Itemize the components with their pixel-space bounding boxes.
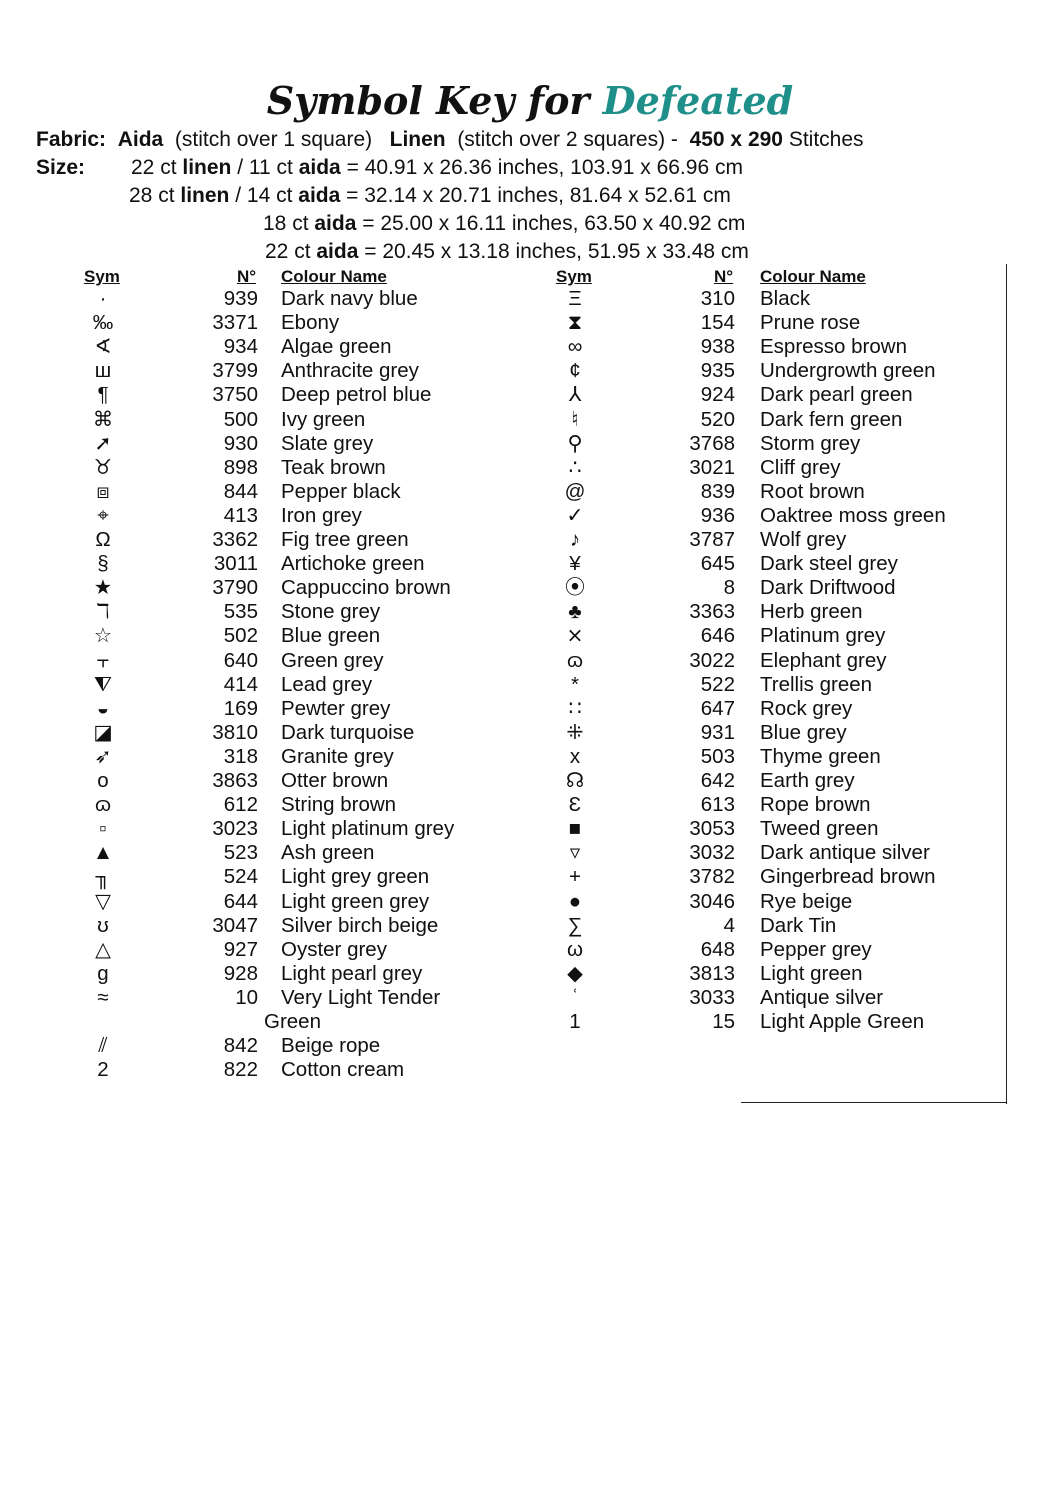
colour-number: 3032 — [689, 841, 735, 864]
colour-number: 3011 — [213, 552, 258, 575]
colour-name: Rock grey — [760, 697, 853, 720]
colour-name: Granite grey — [281, 745, 394, 768]
symbol-glyph: ∞ — [567, 335, 583, 358]
colour-name: Dark Tin — [760, 914, 837, 937]
symbol-glyph: Ɛ — [568, 793, 582, 816]
colour-name: Trellis green — [760, 673, 873, 696]
colour-number: 3750 — [212, 383, 258, 406]
col-header-name: Colour Name — [281, 267, 387, 286]
fabric-label: Fabric: — [36, 128, 107, 151]
colour-name: Cappuccino brown — [281, 576, 451, 599]
symbol-glyph: ⌘ — [92, 408, 114, 431]
symbol-glyph: ▿ — [569, 841, 581, 864]
colour-name: Pepper grey — [760, 938, 872, 961]
colour-name: Light green — [760, 962, 863, 985]
symbol-glyph: · — [99, 287, 107, 310]
colour-number: 3863 — [212, 769, 258, 792]
colour-name: Blue grey — [760, 721, 847, 744]
symbol-glyph: Ω — [95, 528, 111, 551]
col-header-num: N° — [237, 267, 257, 286]
colour-number: 3021 — [689, 456, 735, 479]
fabric-linen-note: (stitch over 2 squares) - — [457, 128, 678, 151]
symbol-glyph: o — [97, 769, 109, 792]
colour-number: 934 — [223, 335, 258, 358]
colour-number: 930 — [223, 432, 258, 455]
colour-name: Tweed green — [760, 817, 879, 840]
symbol-glyph: ◒ — [96, 697, 110, 720]
colour-number: 939 — [223, 287, 258, 310]
colour-number: 898 — [223, 456, 258, 479]
symbol-glyph: ∢ — [94, 335, 112, 358]
colour-name: Espresso brown — [760, 335, 907, 358]
symbol-glyph: ш — [94, 359, 112, 382]
symbol-glyph: ⫽ — [98, 1034, 108, 1057]
symbol-glyph: ✓ — [566, 504, 584, 527]
colour-number: 642 — [700, 769, 735, 792]
colour-number: 3799 — [212, 359, 258, 382]
size-row: 18 ct aida = 25.00 x 16.11 inches, 63.50 x 40.92 cm — [263, 212, 746, 235]
colour-number: 3782 — [689, 865, 735, 888]
colour-name: Oaktree moss green — [760, 504, 946, 527]
colour-name: Thyme green — [760, 745, 881, 768]
symbol-glyph: △ — [95, 938, 111, 961]
colour-name: Dark antique silver — [760, 841, 930, 864]
symbol-glyph: ⨯ — [566, 624, 584, 647]
design-name: Defeated — [602, 78, 794, 123]
colour-number: 924 — [700, 383, 735, 406]
colour-number: 844 — [223, 480, 258, 503]
colour-name: Deep petrol blue — [281, 383, 432, 406]
symbol-glyph: 1 — [569, 1010, 581, 1033]
colour-name: Beige rope — [281, 1034, 381, 1057]
symbol-glyph: ∑ — [567, 914, 583, 937]
table-border-right — [1006, 264, 1007, 1104]
colour-number: 935 — [700, 359, 735, 382]
symbol-glyph: ➚ — [94, 432, 112, 455]
colour-number: 3810 — [212, 721, 258, 744]
symbol-glyph: ☆ — [93, 624, 113, 647]
fabric-linen: Linen — [389, 128, 446, 151]
colour-number: 645 — [700, 552, 735, 575]
colour-number: 3768 — [689, 432, 735, 455]
colour-name: Lead grey — [281, 673, 373, 696]
colour-name: Storm grey — [760, 432, 861, 455]
symbol-glyph: ⅄ — [568, 383, 582, 406]
colour-name: Cotton cream — [281, 1058, 405, 1081]
colour-name: Dark navy blue — [281, 287, 418, 310]
colour-number: 502 — [223, 624, 258, 647]
symbol-glyph: ≈ — [97, 986, 109, 1009]
symbol-glyph: ♪ — [569, 528, 581, 551]
symbol-glyph: ɷ — [94, 793, 111, 816]
colour-number: 612 — [223, 793, 258, 816]
colour-name: Light platinum grey — [281, 817, 455, 840]
colour-name: Dark turquoise — [281, 721, 415, 744]
colour-name: Dark steel grey — [760, 552, 898, 575]
symbol-glyph: * — [571, 673, 579, 696]
col-header-num: N° — [714, 267, 734, 286]
symbol-glyph: ⧈ — [96, 480, 110, 503]
colour-name: Very Light Tender — [281, 986, 441, 1009]
page-title — [0, 78, 1060, 124]
colour-name: Green grey — [281, 649, 384, 672]
size-label: Size: — [36, 156, 86, 179]
colour-number: 927 — [223, 938, 258, 961]
colour-name: String brown — [281, 793, 397, 816]
colour-name: Artichoke green — [281, 552, 425, 575]
colour-name: Anthracite grey — [281, 359, 419, 382]
colour-number: 613 — [700, 793, 735, 816]
symbol-glyph: ▽ — [95, 890, 111, 913]
fabric-aida-note: (stitch over 1 square) — [174, 128, 373, 151]
colour-name: Cliff grey — [760, 456, 841, 479]
symbol-glyph: 2 — [97, 1058, 109, 1081]
colour-name: Light Apple Green — [760, 1010, 925, 1033]
symbol-glyph: ⧗ — [567, 311, 583, 334]
colour-number: 3047 — [212, 914, 258, 937]
colour-name: Oyster grey — [281, 938, 387, 961]
colour-number: 8 — [723, 576, 735, 599]
colour-number: 4 — [723, 914, 735, 937]
size-row: 28 ct linen / 14 ct aida = 32.14 x 20.71 inches, 81.64 x 52.61 cm — [129, 184, 731, 207]
colour-name: Dark Driftwood — [760, 576, 896, 599]
symbol-glyph: ⌖ — [97, 504, 109, 527]
symbol-glyph: ‰ — [92, 311, 114, 334]
colour-number: 318 — [223, 745, 258, 768]
stitch-count: 450 x 290 — [689, 128, 783, 151]
symbol-glyph: ⧨ — [93, 673, 113, 696]
colour-name: Silver birch beige — [281, 914, 439, 937]
symbol-glyph: ♣ — [568, 600, 582, 623]
colour-number: 522 — [700, 673, 735, 696]
symbol-glyph: ● — [568, 890, 582, 913]
symbol-glyph: + — [569, 865, 581, 888]
colour-number: 640 — [223, 649, 258, 672]
symbol-glyph: ◆ — [567, 962, 583, 985]
colour-name: Gingerbread brown — [760, 865, 936, 888]
col-header-sym: Sym — [84, 267, 120, 286]
symbol-glyph: g — [97, 962, 109, 985]
colour-name: Rye beige — [760, 890, 853, 913]
symbol-glyph: ɷ — [566, 649, 583, 672]
colour-number: 523 — [223, 841, 258, 864]
colour-number: 310 — [700, 287, 735, 310]
symbol-glyph: ⚲ — [567, 432, 583, 455]
symbol-glyph: ╖ — [95, 865, 111, 888]
colour-number: 644 — [223, 890, 258, 913]
colour-number: 154 — [700, 311, 735, 334]
colour-name: Ebony — [281, 311, 340, 334]
symbol-glyph: ◪ — [93, 721, 113, 744]
colour-name-continued: Green — [264, 1010, 321, 1033]
colour-name: Rope brown — [760, 793, 871, 816]
colour-number: 3371 — [212, 311, 258, 334]
symbol-glyph: ʊ — [97, 914, 109, 937]
size-row: 22 ct aida = 20.45 x 13.18 inches, 51.95 x 33.48 cm — [265, 240, 749, 263]
colour-name: Slate grey — [281, 432, 374, 455]
colour-number: 822 — [223, 1058, 258, 1081]
colour-name: Ash green — [281, 841, 375, 864]
colour-name: Root brown — [760, 480, 865, 503]
colour-number: 646 — [700, 624, 735, 647]
symbol-glyph: ¶ — [97, 383, 109, 406]
colour-name: Prune rose — [760, 311, 861, 334]
symbol-glyph: ʿ — [571, 986, 579, 1009]
colour-number: 3790 — [212, 576, 258, 599]
symbol-glyph: ☊ — [565, 769, 585, 792]
colour-name: Light pearl grey — [281, 962, 423, 985]
colour-name: Black — [760, 287, 811, 310]
colour-name: Elephant grey — [760, 649, 887, 672]
stitch-label: Stitches — [788, 128, 864, 151]
colour-name: Dark pearl green — [760, 383, 913, 406]
colour-name: Iron grey — [281, 504, 362, 527]
colour-name: Antique silver — [760, 986, 884, 1009]
colour-name: Teak brown — [281, 456, 386, 479]
symbol-glyph: ⫟ — [96, 649, 110, 672]
colour-name: Pewter grey — [281, 697, 391, 720]
colour-number: 500 — [223, 408, 258, 431]
fabric-line — [36, 126, 864, 154]
colour-number: 524 — [223, 865, 258, 888]
symbol-glyph: § — [97, 552, 109, 575]
colour-name: Blue green — [281, 624, 381, 647]
symbol-glyph: ■ — [568, 817, 582, 840]
symbol-glyph: ¥ — [569, 552, 581, 575]
colour-number: 3033 — [689, 986, 735, 1009]
colour-name: Earth grey — [760, 769, 855, 792]
colour-name: Undergrowth green — [760, 359, 936, 382]
colour-number: 413 — [223, 504, 258, 527]
title-prefix: Symbol Key for — [266, 78, 590, 123]
colour-number: 931 — [700, 721, 735, 744]
symbol-glyph: ⁜ — [566, 721, 584, 744]
symbol-glyph: ▲ — [92, 841, 114, 864]
colour-number: 3053 — [689, 817, 735, 840]
colour-name: Algae green — [281, 335, 392, 358]
colour-name: Herb green — [760, 600, 863, 623]
colour-name: Otter brown — [281, 769, 389, 792]
symbol-glyph: ⦿ — [564, 576, 586, 599]
colour-number: 503 — [700, 745, 735, 768]
colour-name: Light grey green — [281, 865, 430, 888]
colour-name: Pepper black — [281, 480, 401, 503]
colour-name: Ivy green — [281, 408, 366, 431]
colour-number: 535 — [223, 600, 258, 623]
symbol-glyph: ♮ — [571, 408, 579, 431]
colour-name: Stone grey — [281, 600, 381, 623]
colour-number: 648 — [700, 938, 735, 961]
symbol-glyph: ω — [566, 938, 583, 961]
colour-number: 3362 — [212, 528, 258, 551]
colour-number: 938 — [700, 335, 735, 358]
colour-name: Platinum grey — [760, 624, 886, 647]
colour-number: 3023 — [212, 817, 258, 840]
symbol-glyph: @ — [564, 480, 586, 503]
symbol-glyph: ∷ — [568, 697, 582, 720]
colour-number: 10 — [235, 986, 258, 1009]
colour-number: 414 — [223, 673, 258, 696]
colour-name: Fig tree green — [281, 528, 409, 551]
colour-number: 520 — [700, 408, 735, 431]
symbol-glyph: ♉ — [93, 456, 113, 479]
colour-number: 839 — [700, 480, 735, 503]
colour-number: 3022 — [689, 649, 735, 672]
colour-number: 936 — [700, 504, 735, 527]
col-header-sym: Sym — [556, 267, 592, 286]
symbol-glyph: ¢ — [569, 359, 581, 382]
fabric-aida: Aida — [117, 128, 164, 151]
colour-name: Dark fern green — [760, 408, 903, 431]
colour-number: 15 — [712, 1010, 735, 1033]
colour-number: 3046 — [689, 890, 735, 913]
symbol-glyph: Ξ — [568, 287, 582, 310]
colour-number: 647 — [700, 697, 735, 720]
symbol-glyph: ➶ — [94, 745, 112, 768]
symbol-glyph: ▫ — [99, 817, 107, 840]
colour-name: Wolf grey — [760, 528, 847, 551]
symbol-glyph: ℸ — [96, 600, 110, 623]
size-row: 22 ct linen / 11 ct aida = 40.91 x 26.36 inches, 103.91 x 66.96 cm — [131, 156, 743, 179]
colour-number: 3813 — [689, 962, 735, 985]
colour-number: 842 — [223, 1034, 258, 1057]
colour-number: 3363 — [689, 600, 735, 623]
colour-number: 928 — [223, 962, 258, 985]
table-border-bottom — [741, 1102, 1007, 1103]
col-header-name: Colour Name — [760, 267, 866, 286]
symbol-glyph: ★ — [93, 576, 113, 599]
symbol-glyph: x — [569, 745, 581, 768]
colour-number: 169 — [223, 697, 258, 720]
colour-number: 3787 — [689, 528, 735, 551]
symbol-glyph: ∴ — [568, 456, 582, 479]
colour-name: Light green grey — [281, 890, 430, 913]
